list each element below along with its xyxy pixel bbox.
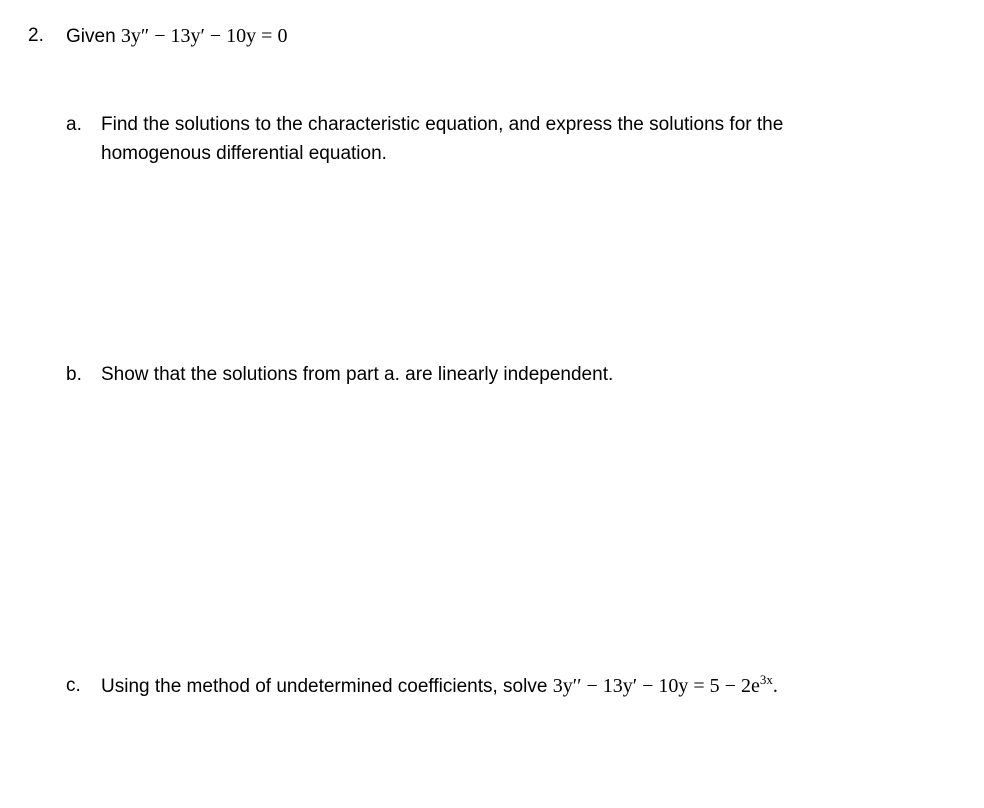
part-c-equation-main: 3y′′ − 13y′ − 10y = 5 − 2e (552, 675, 760, 697)
part-a-text-line1: Find the solutions to the characteristic equation, and express the solutions for the (101, 114, 784, 135)
part-b-text: Show that the solutions from part a. are linearly independent. (101, 364, 614, 385)
part-b-label: b. (66, 364, 82, 385)
given-equation: 3y″ − 13y′ − 10y = 0 (120, 25, 288, 47)
problem-number: 2. (28, 25, 44, 46)
part-c-statement (101, 672, 778, 701)
problem-statement (66, 22, 287, 51)
given-label: Given (66, 26, 116, 47)
part-c-end-punct: . (772, 675, 778, 697)
part-c-label: c. (66, 675, 81, 696)
part-a-label: a. (66, 114, 82, 135)
part-c-equation (552, 672, 778, 697)
part-a-text-line2: homogenous differential equation. (101, 143, 387, 164)
part-c-text: Using the method of undetermined coefficients, solve (101, 676, 548, 697)
part-c-equation-exponent: 3x (759, 672, 773, 687)
